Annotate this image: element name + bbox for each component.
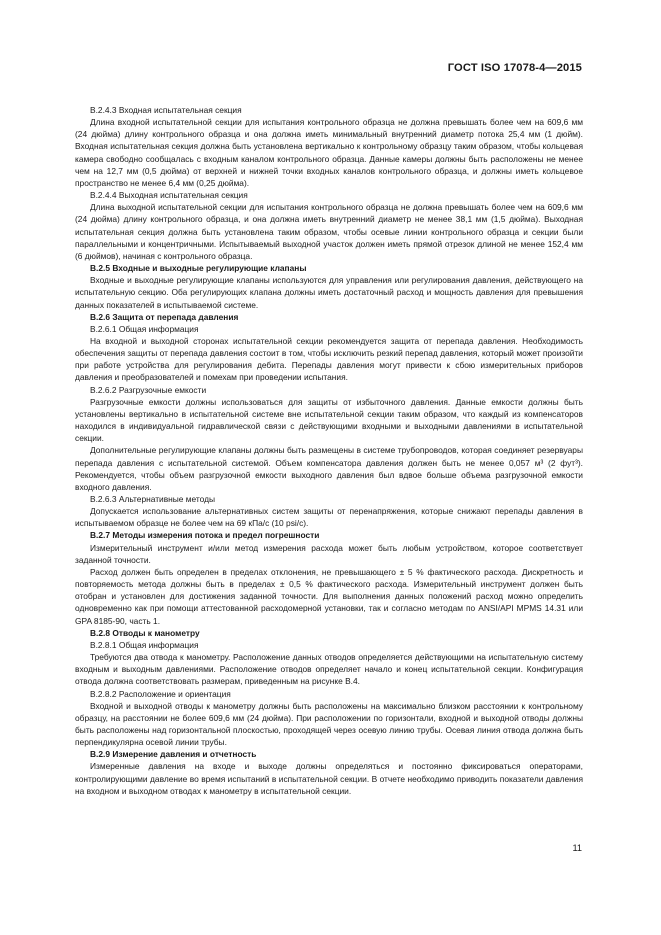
document-header: ГОСТ ISO 17078-4—2015 — [447, 62, 582, 74]
page-number: 11 — [572, 843, 582, 853]
body-paragraph: Измерительный инструмент и/или метод измерения расхода может быть любым устройством, которое соответствует заданной точности. — [75, 542, 583, 565]
body-paragraph: Разгрузочные емкости должны использоваться для защиты от избыточного давления. Данные емкости должны быть установлены вертикально в испытательной системе вне испытательной секции таким образом, что каждый из компенсаторов находился в индивидуальной гидравлической связи с действующими входными и выходными давлениями в испытательной секции. — [75, 396, 583, 444]
body-paragraph: Длина входной испытательной секции для испытания контрольного образца не должна превышать более чем на 609,6 мм (24 дюйма) длину контрольного образца и она должна иметь минимальный внутренний диаметр потока 25,4 мм (1 дюйм). Входная испытательная секция должна быть установлена вертикально к контрольному образцу таким образом, чтобы кольцевая камера свободно сообщалась с входным каналом контрольного образца. Данные камеры должны быть расположены не менее чем на 12,7 мм (0,5 дюйма) от верхней и нижней точки входных каналов контрольного образца, и должны иметь кольцевое пространство не менее 6,4 мм (0,25 дюйма). — [75, 117, 583, 188]
subsection-heading: B.2.6.2 Разгрузочные емкости — [90, 384, 207, 395]
subsection-heading: B.2.6.1 Общая информация — [90, 323, 199, 334]
body-paragraph: Входные и выходные регулирующие клапаны используются для управления или регулирования давления, действующего на испытательную секцию. Оба регулирующих клапана должны иметь достаточный расход и мощность давления для превышения данных показателей в испытываемой системе. — [75, 275, 583, 310]
body-paragraph: На входной и выходной сторонах испытательной секции рекомендуется защита от перепада давления. Необходимость обеспечения защиты от перепада давления состоит в том, чтобы исключить резкий перепад давления, который может произойти при работе устройства для регулирования дебита. Перепады давления могут привести к сбою измерительных приборов давления и преобразователей и помехам при проведении испытания. — [75, 335, 583, 383]
section-heading: B.2.6 Защита от перепада давления — [90, 311, 239, 322]
subsection-heading: B.2.6.3 Альтернативные методы — [90, 494, 216, 504]
section-heading: B.2.5 Входные и выходные регулирующие клапаны — [90, 263, 307, 274]
body-paragraph: Дополнительные регулирующие клапаны должны быть размещены в системе трубопроводов, которая соединяет резервуары перепада давления с испытательной системой. Объем компенсатора давления должен быть не менее 0,057 м³ (2 фут³). Рекомендуется, чтобы объем разгрузочной емкости выходного давления был вдвое больше объема разгрузочной емкости входного давления. — [75, 445, 583, 492]
subsection-heading: B.2.8.1 Общая информация — [90, 639, 199, 650]
body-paragraph: Требуются два отвода к манометру. Расположение данных отводов определяется действующими на испытательную систему входным и выходным давлениями. Расположение отводов определяет начало и конец испытательной секции. Конфигурация отвода должна соответствовать размерам, приведенным на рисунке B.4. — [75, 652, 583, 687]
section-heading: B.2.9 Измерение давления и отчетность — [90, 749, 257, 760]
subsection-heading: B.2.4.4 Выходная испытательная секция — [90, 190, 248, 201]
section-heading: B.2.8 Отводы к манометру — [90, 627, 200, 638]
body-paragraph: Допускается использование альтернативных систем защиты от перенапряжения, которые снижают перепады давления в испытываемом образце не более чем на 69 кПа/с (10 psi/c). — [75, 506, 583, 529]
page-content — [75, 104, 583, 797]
section-heading: B.2.7 Методы измерения потока и предел погрешности — [90, 530, 320, 541]
subsection-heading: B.2.8.2 Расположение и ориентация — [90, 688, 231, 699]
subsection-heading: B.2.4.3 Входная испытательная секция — [90, 105, 242, 115]
body-paragraph: Расход должен быть определен в пределах отклонения, не превышающего ± 5 % фактического расхода. Дискретность и повторяемость метода должны быть в пределах ± 0,5 % фактического расхода. Измерительный инструмент должен быть отобран и установлен для достижения заданной точности. Для выполнения данных положений расход можно определить одновременно как при помощи аттестованной расходомерной установки, так и согласно методам по ANSI/API MPMS 14.31 или GPA 8185-90, часть 1. — [75, 566, 583, 626]
body-paragraph: Длина выходной испытательной секции для испытания контрольного образца не должна превышать более чем на 609,6 мм (24 дюйма) длину контрольного образца, и она должна иметь внутренний диаметр не менее 38,1 мм (1,5 дюйма). Выходная испытательная секция должна быть установлена таким образом, чтобы осевые линии контрольного образца и секции были параллельными и концентричными. Испытываемый выходной участок должен иметь прямой отрезок длиной не менее 152,4 мм (6 дюймов), начиная с контрольного образца. — [75, 202, 583, 261]
body-paragraph: Входной и выходной отводы к манометру должны быть расположены на максимально близком расстоянии к контрольному образцу, на расстоянии не более 609,6 мм (24 дюйма). При расположении по горизонтали, входной и выходной отводы должны быть расположены над горизонтальной плоскостью, проходящей через осевую линию трубы. Осевая линия отвода должна быть перпендикулярна осевой линии трубы. — [75, 700, 583, 748]
body-paragraph: Измеренные давления на входе и выходе должны определяться и постоянно фиксироваться операторами, контролирующими давление во время испытаний в испытательной секции. В отчете необходимо приводить показатели давления на входном и выходном отводах к манометру в испытательной секции. — [75, 761, 583, 796]
